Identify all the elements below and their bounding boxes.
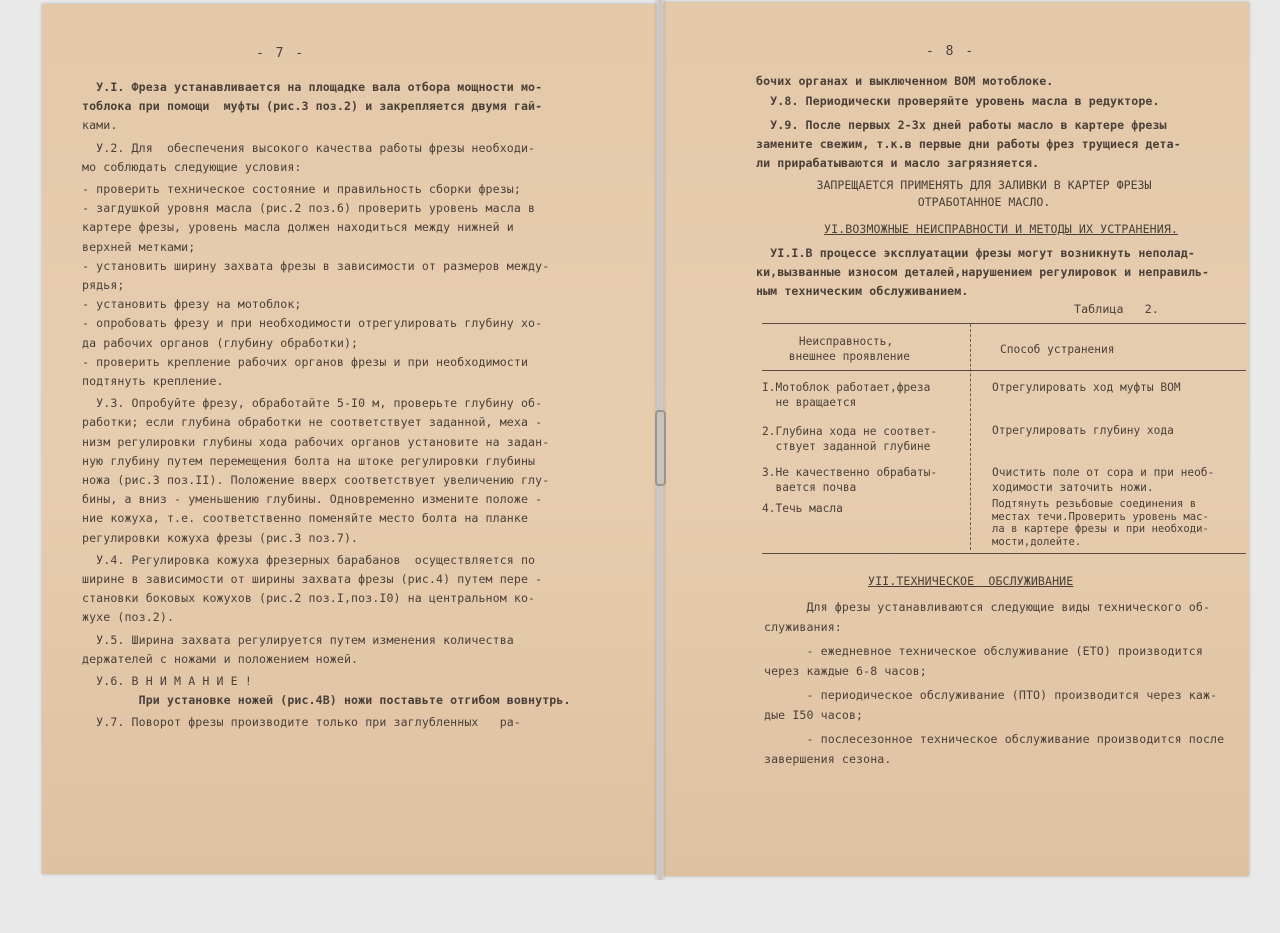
left-line: картере фрезы, уровень масла должен находиться между нижней и — [82, 220, 514, 235]
left-line: - загдушкой уровня масла (рис.2 поз.6) проверить уровень масла в — [82, 201, 536, 216]
table-row-0-remedy: Отрегулировать ход муфты ВОМ — [992, 381, 1181, 394]
left-line: ширине в зависимости от ширины захвата фрезы (рис.4) путем пере - — [82, 572, 543, 586]
table-row-3-fault: 4.Течь масла — [762, 502, 843, 515]
section7-title: УII.ТЕХНИЧЕСКОЕ ОБСЛУЖИВАНИЕ — [868, 574, 1074, 588]
section7-line: дые I50 часов; — [764, 707, 864, 722]
table-row-3-remedy: Подтянуть резьбовые соединения в местах течи.Проверить уровень мас- ла в картере фрезы и при необходи- мости,долейте. — [992, 498, 1209, 548]
left-line: У.3. Опробуйте фрезу, обработайте 5-I0 м, проверьте глубину об- — [82, 396, 543, 411]
section6-line-2: ным техническим обслуживанием. — [756, 284, 969, 298]
left-line: работки; если глубина обработки не соответствует заданной, меха - — [82, 415, 543, 430]
page-number-left: - 7 - — [256, 46, 306, 61]
left-line: рядья; — [82, 278, 125, 292]
left-line: У.I. Фреза устанавливается на площадке вала отбора мощности мо- — [82, 80, 543, 94]
table-header-remedy: Способ устранения — [1000, 343, 1115, 356]
section7-line: через каждые 6-8 часов; — [764, 663, 927, 678]
left-line: мо соблюдать следующие условия: — [82, 159, 302, 174]
staple — [655, 410, 666, 486]
left-line: ножа (рис.3 поз.II). Положение вверх соответствует увеличению глу- — [82, 473, 550, 487]
left-line: жухе (поз.2). — [82, 610, 175, 625]
section6-line-1: ки,вызванные износом деталей,нарушением регулировок и неправиль- — [756, 265, 1210, 279]
page-number-right: - 8 - — [926, 44, 976, 59]
right-page — [664, 2, 1249, 876]
left-page — [42, 4, 656, 874]
table-header-fault: Неисправность, внешнее проявление — [788, 335, 910, 363]
section7-line: завершения сезона. — [764, 751, 892, 766]
section7-line: служивания: — [764, 619, 842, 634]
left-line: - установить фрезу на мотоблок; — [82, 297, 302, 312]
left-line: ную глубину путем перемещения болта на штоке регулировки глубины — [82, 453, 536, 468]
left-line: становки боковых кожухов (рис.2 поз.I,поз.I0) на центральном ко- — [82, 591, 536, 606]
section6-line-0: УI.I.В процессе эксплуатации фрезы могут возникнуть неполад- — [756, 246, 1195, 260]
left-line: регулировки кожуха фрезы (рис.3 поз.7). — [82, 530, 359, 545]
left-line: низм регулировки глубины хода рабочих органов установите на задан- — [82, 434, 550, 449]
table-row-1-remedy: Отрегулировать глубину хода — [992, 424, 1174, 437]
right-intro-line-2: У.9. После первых 2-3х дней работы масло в картере фрезы — [756, 118, 1167, 132]
left-line: У.7. Поворот фрезы производите только при заглубленных ра- — [82, 715, 521, 730]
left-line: ние кожуха, т.е. соответственно поменяйте место болта на планке — [82, 511, 529, 526]
section7-line: - послесезонное техническое обслуживание производится после — [764, 732, 1225, 746]
left-line: У.4. Регулировка кожуха фрезерных барабанов осуществляется по — [82, 552, 536, 567]
warning-line-1: ОТРАБОТАННОЕ МАСЛО. — [917, 195, 1051, 209]
table-row-0-fault: I.Мотоблок работает,фреза не вращается — [762, 381, 931, 409]
left-line: - проверить техническое состояние и правильность сборки фрезы; — [82, 182, 521, 196]
left-line: - проверить крепление рабочих органов фрезы и при необходимости — [82, 354, 529, 369]
left-line: У.2. Для обеспечения высокого качества работы фрезы необходи- — [82, 140, 536, 155]
left-line: У.6. В Н И М А Н И Е ! — [82, 674, 252, 688]
left-line: тоблока при помощи муфты (рис.3 поз.2) и закрепляется двумя гай- — [82, 99, 543, 114]
left-line: верхней метками; — [82, 239, 196, 254]
section6-title: УI.ВОЗМОЖНЫЕ НЕИСПРАВНОСТИ И МЕТОДЫ ИХ УСТРАНЕНИЯ. — [824, 222, 1179, 236]
left-line: бины, а вниз - уменьшению глубины. Одновременно измените положе - — [82, 492, 543, 507]
left-line: ками. — [82, 118, 118, 133]
table-caption: Таблица 2. — [1074, 302, 1159, 316]
left-line: При установке ножей (рис.4В) ножи поставьте отгибом вовнутрь. — [82, 693, 571, 708]
right-intro-line-4: ли прирабатываются и масло загрязняется. — [756, 156, 1040, 170]
table-row-2-fault: 3.Не качественно обрабаты- вается почва — [762, 466, 938, 494]
right-intro-line-0: бочих органах и выключенном ВОМ мотоблоке. — [756, 74, 1054, 88]
left-line: - установить ширину захвата фрезы в зависимости от размеров междy- — [82, 258, 550, 273]
table-row-1-fault: 2.Глубина хода не соответ- ствует заданной глубине — [762, 425, 938, 453]
left-line: держателей с ножами и положением ножей. — [82, 651, 359, 666]
right-intro-line-1: У.8. Периодически проверяйте уровень масла в редукторе. — [756, 94, 1160, 108]
left-line: - опробовать фрезу и при необходимости отрегулировать глубину хо- — [82, 316, 543, 331]
section7-line: Для фрезы устанавливаются следующие виды технического об- — [764, 600, 1211, 614]
left-line: да рабочих органов (глубину обработки); — [82, 335, 359, 350]
section7-line: - ежедневное техническое обслуживание (ЕТО) производится — [764, 644, 1203, 658]
left-line: подтянуть крепление. — [82, 374, 224, 388]
warning-line-0: ЗАПРЕЩАЕТСЯ ПРИМЕНЯТЬ ДЛЯ ЗАЛИВКИ В КАРТЕР ФРЕЗЫ — [816, 178, 1152, 192]
left-line: У.5. Ширина захвата регулируется путем изменения количества — [82, 632, 514, 647]
section7-line: - периодическое обслуживание (ПТО) производится через каж- — [764, 688, 1218, 702]
right-intro-line-3: замените свежим, т.к.в первые дни работы фрез трущиеся дета- — [756, 137, 1181, 151]
table-row-2-remedy: Очистить поле от сора и при необ- ходимости заточить ножи. — [992, 466, 1215, 494]
